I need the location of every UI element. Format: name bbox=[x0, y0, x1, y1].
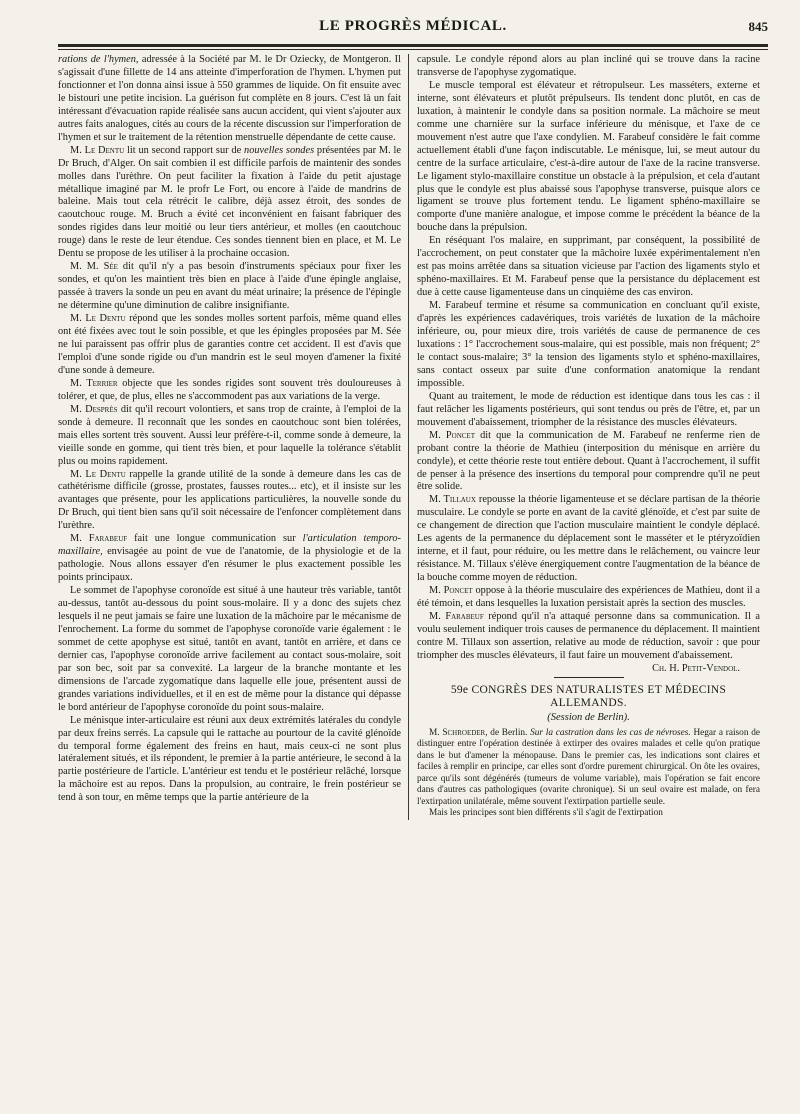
paragraph-text: fait une longue communication sur bbox=[127, 533, 303, 545]
journal-title: LE PROGRÈS MÉDICAL. bbox=[319, 18, 507, 34]
paragraph-text: rappelle la grande utilité de la sonde à demeure dans les cas de cathétérisme difficile (grosse, prostates, fausses routes... etc), et il insiste sur les avantages que présente, pour les applications particulières, la nouvelle sonde du Dr Bruch, qui tient bien sans qu'il soit nécessaire de l'enfoncer complètement dans l'urèthre. bbox=[58, 468, 401, 532]
paragraph-text: Hegar a raison de distinguer entre l'opération destinée à extirper des ovaires malades et celle qu'on pratique dans le but d'amener la ménopause. Dans le premier cas, les indications sont claires et faciles à remplir en principe, car elles sont d'ordre purement chirurgical. On ôte les ovaires, parce qu'ils sont dégénérés (tumeurs de volume variable), mais l'opération se fait encore dans d'autres cas pathologiques (ovarite chronique). Si un seul ovaire est malade, on fera l'extirpation unilatérale, même souvent l'extirpation partielle seule. bbox=[417, 727, 760, 807]
paragraph-text: dit que la communication de M. Farabeuf ne renferme rien de probant contre la théorie de Mathieu (interposition du ménisque en arrière du condyle), et cette théorie reste tout entière debout. Quant à l'accrochement, il suffit de penser à la présence des insertions du temporal pour comprendre qu'il ne peut être solide. bbox=[417, 429, 760, 493]
speaker-name: M. Le Dentu bbox=[70, 144, 125, 156]
right-column bbox=[408, 54, 760, 820]
italic-phrase: nouvelles sondes bbox=[244, 144, 315, 156]
paragraph: Le ménisque inter-articulaire est réuni aux deux extrémités latérales du condyle par deux freins serrés. La capsule qui le rattache au pourtour de la cavité glénoïde du temporal forme également des freins en haut, mais ceux-ci ne sont plus latéralement situés, et ils répondent, le premier à la partie antérieure, le second à la partie postérieure de l'article. L'antérieur est tendu et le postérieur relâché, lorsque la mâchoire est au repos. Dans la propulsion, au contraire, le frein postérieur se tend à son tour, en même temps que la partie antérieure de la bbox=[58, 714, 401, 804]
paragraph-text: , de Berlin. bbox=[485, 727, 531, 738]
speaker-name: M. Desprès bbox=[70, 403, 118, 415]
paragraph: En réséquant l'os malaire, en supprimant, par conséquent, la possibilité de l'accrochement, on peut constater que la mâchoire luxée expérimentalement n'en est pas moins arrêtée dans sa situation vicieuse par l'action des ligaments stylo et sphéno-maxillaires. Et M. Farabeuf pense que la persistance du déplacement est due à cette cause ligamenteuse dans un cinquième des cas environ. bbox=[417, 235, 760, 299]
italic-phrase: rations de l'hymen bbox=[58, 54, 136, 65]
speaker-name: M. Poncet bbox=[429, 585, 473, 597]
italic-phrase: l'articulation temporo-maxillaire, bbox=[58, 533, 401, 558]
section-heading bbox=[417, 684, 760, 710]
speaker-name: M. Farabeuf bbox=[70, 533, 128, 545]
header-rule-thick bbox=[58, 44, 768, 47]
paragraph-text: repousse la théorie ligamenteuse et se déclare partisan de la théorie musculaire. Le condyle se porte en avant de la cavité glénoïde, et c'est par suite de ce changement de direction que l'action musculaire maintient le condyle déplacé. Les agents de la permanence du déplacement sont le masséter et le ptéryzoïdien interne, et il faut, pour réduire, ou les mettre dans le relâchement, ou vaincre leur résistance. M. Tillaux s'élève énergiquement contre l'augmentation de la béance de la bouche comme moyen de réduction. bbox=[417, 494, 760, 584]
paragraph: M. Farabeuf termine et résume sa communication en concluant qu'il existe, d'après les expériences cadavériques, trois variétés de luxation de la mâchoire inférieure, ou, pour mieux dire, trois variétés de cause de permanence de ces luxations : 1° l'accrochement sous-malaire, qui est possible, mais non fréquent; 2° le contact sous-malaire; 3° la tension des ligaments stylo et sphéno-maxillaires, sans contact osseux par suite d'une conformation anatomique la rendant impossible. bbox=[417, 300, 760, 389]
paragraph bbox=[58, 533, 401, 585]
paragraph-text: , adressée à la Société par M. le Dr Oziecky, de Montgeron. Il s'agissait d'une fillette de 14 ans atteinte d'imperforation de l'hymen. L'hymen put fonctionner et l'on donna ainsi issue à 550 grammes de liquide. On fit ensuite avec le bistouri une petite incision. La guérison fut complète en 8 jours. C'est là un fait intéressant d'évacuation rapide réalisée sans aucun accident, qui vient s'ajouter aux autres faits analogues, cités au cours de la récente discussion sur l'imperforation de l'hymen et sur le traitement de la rétention menstruelle dépendante de cette cause. bbox=[58, 54, 401, 143]
session-subheading: (Session de Berlin). bbox=[547, 711, 630, 723]
paragraph: Mais les principes sont bien différents s'il s'agit de l'extirpation bbox=[429, 808, 663, 819]
two-column-body bbox=[58, 54, 768, 820]
speaker-name: M. Le Dentu bbox=[70, 313, 126, 325]
paragraph-text: présentées par M. le Dr Bruch, d'Alger. On sait combien il est difficile parfois de maintenir des sondes molles dans l'urèthre. On peut faciliter la fixation à l'aide du petit ajustage métallique imaginé par M. le profr Le Fort, ou encore à l'aide de mandrins de baleine. Mais tout cela rétrécit le calibre, déjà assez étroit, des sondes de caoutchouc rouge. M. Bruch a évité cet inconvénient en faisant fabriquer des sondes rigides dans leur moitié ou leur tiers antérieur, et molles (en caoutchouc rouge) dans le reste de leur étendue. Ces sondes tiennent bien en place, et M. Le Dentu se propose de les utiliser à la prochaine occasion. bbox=[58, 144, 401, 260]
paragraph-text: répond qu'il n'a attaqué personne dans sa communication. Il a voulu seulement indiquer trois causes de permanence du déplacement. Il maintient contre M. Tillaux son assertion, relative au mode de réduction, savoir : que pour triompher des muscles élévateurs, il faut faire un mouvement d'abaissement. bbox=[417, 610, 760, 661]
author-signature: Ch. H. Petit-Vendol. bbox=[652, 662, 740, 674]
speaker-name: M. Farabeuf bbox=[429, 610, 484, 622]
paragraph-text: oppose à la théorie musculaire des expériences de Mathieu, dont il a été témoin, et dans lesquelles la luxation persistait après la section des muscles. bbox=[417, 585, 761, 610]
paragraph-text: lit un second rapport sur de bbox=[124, 144, 245, 156]
paragraph bbox=[58, 145, 401, 262]
paragraph: Le sommet de l'apophyse coronoïde est situé à une hauteur très variable, tantôt au-dessus, tantôt au-dessous du point sous-molaire. Il y a donc des sujets chez lesquels il ne peut jamais se faire une luxation de la mâchoire par le mécanisme de l'enrochement. La forme du sommet de l'apophyse coronoïde varie également : le sommet de cette apophyse est situé, tantôt en avant, tantôt en arrière, et dans ce dernier cas, l'apophyse coronoïde arrive facilement au contact sous-molaire, soit par son bec, soit par sa convexité. La largeur de la branche montante et les dimensions de l'arcade zygomatique dans laquelle elle joue, présentent aussi de grandes variations individuelles, et il en est de même pour la distance qui dépasse le bord antérieur de l'apophyse coronoïde du point sous-malaire. bbox=[58, 585, 401, 713]
section-heading-line: 59e CONGRÈS DES NATURALISTES ET MÉDECINS bbox=[450, 683, 727, 696]
paragraph: Le muscle temporal est élévateur et rétropulseur. Les masséters, externe et interne, sont élévateurs et plutôt prépulseurs. Ils tendent donc plutôt, en cas de luxation, à maintenir le condyle dans sa position normale. La mâchoire se meut comme une charnière sur la surface inférieure du ménisque, et l'axe de ce mouvement n'est autre que l'axe condylien. M. Farabeuf considère le fait comme actuellement établi d'une façon indiscutable. Le ménisque, lui, se meut autour du centre de la surface articulaire, c'est-à-dire autour de l'axe de la racine transverse. Le ligament stylo-maxillaire constitue un obstacle à la prépulsion, et cela d'autant plus que le condyle est plus abaissé sous l'apophyse transverse, puisque alors ce ligament se trouve plus fortement tendu. Le ligament sphéno-maxillaire se comporte d'une manière analogue, et impose comme le précédent la béance de la bouche dans la prépulsion. bbox=[417, 79, 760, 234]
paragraph-text: dit qu'il n'y a pas besoin d'instruments spéciaux pour fixer les sondes, et qu'on les maintient très bien en place à l'aide d'une épingle anglaise, passée à travers la sonde un peu en avant du méat urinaire; la présence de l'épingle ne détermine qu'une diminution de calibre insignifiante. bbox=[58, 261, 401, 312]
section-heading-line: ALLEMANDS. bbox=[550, 696, 627, 709]
paragraph-text: répond que les sondes molles sortent parfois, même quand elles ont été fixées avec tout le soin possible, et que les épingles proposées par M. Sée ne lui paraissent pas offrir plus de garanties contre cet accident. Il est d'avis que l'emploi d'une sonde rigide ou d'un mandrin est le seul moyen d'amener la fixité d'une sonde à demeure. bbox=[58, 313, 402, 376]
running-header bbox=[58, 18, 768, 40]
paragraph: capsule. Le condyle répond alors au plan incliné qui se trouve dans la racine transverse de l'apophyse zygomatique. bbox=[417, 54, 760, 78]
paragraph bbox=[417, 610, 760, 674]
paragraph bbox=[58, 313, 401, 378]
paragraph-text: envisagée au point de vue de l'anatomie, de la physiologie et de la pathologie. Nous allons essayer d'en résumer le plus exactement possible les points principaux. bbox=[58, 546, 401, 584]
paragraph bbox=[58, 378, 401, 404]
paragraph bbox=[58, 54, 401, 145]
header-rule-thin bbox=[58, 49, 768, 50]
speaker-name: M. M. Sée bbox=[70, 261, 118, 273]
paragraph bbox=[417, 728, 760, 809]
paragraph-text: dit qu'il recourt volontiers, et sans trop de crainte, à l'emploi de la sonde à demeure. Il reconnaît que les sondes en caoutchouc sont bien tolérées, mais elles sortent très souvent. Aussi leur préfère-t-il, comme sonde à demeure, la vieille sonde en gomme, qui tient très bien, et pour laquelle la tolérance s'établit plus ou moins rapidement. bbox=[58, 403, 401, 467]
italic-phrase: Sur la castration dans les cas de névroses. bbox=[530, 727, 691, 738]
page-number: 845 bbox=[748, 19, 768, 34]
speaker-name: M. Terrier bbox=[70, 377, 118, 389]
left-column bbox=[58, 54, 408, 820]
speaker-name: M. Poncet bbox=[429, 429, 475, 441]
paragraph bbox=[417, 430, 760, 495]
speaker-name: M. Schroeder bbox=[429, 727, 486, 738]
paragraph bbox=[58, 404, 401, 469]
speaker-name: M. Le Dentu bbox=[70, 468, 126, 480]
section-divider bbox=[554, 677, 624, 678]
paragraph bbox=[58, 261, 401, 313]
paragraph bbox=[58, 469, 401, 534]
paragraph bbox=[417, 494, 760, 585]
paragraph: Quant au traitement, le mode de réduction est identique dans tous les cas : il faut relâcher les ligaments postérieurs, qui sont tendus ou près de l'être, et, par un mouvement d'abaissement, triompher de la résistance des muscles élévateurs. bbox=[417, 390, 760, 428]
paragraph-text: objecte que les sondes rigides sont souvent très douloureuses à tolérer, et que, de plus, elles ne s'accommodent pas aux variations de la verge. bbox=[58, 377, 401, 402]
speaker-name: M. Tillaux bbox=[429, 494, 476, 506]
paragraph bbox=[417, 585, 760, 611]
